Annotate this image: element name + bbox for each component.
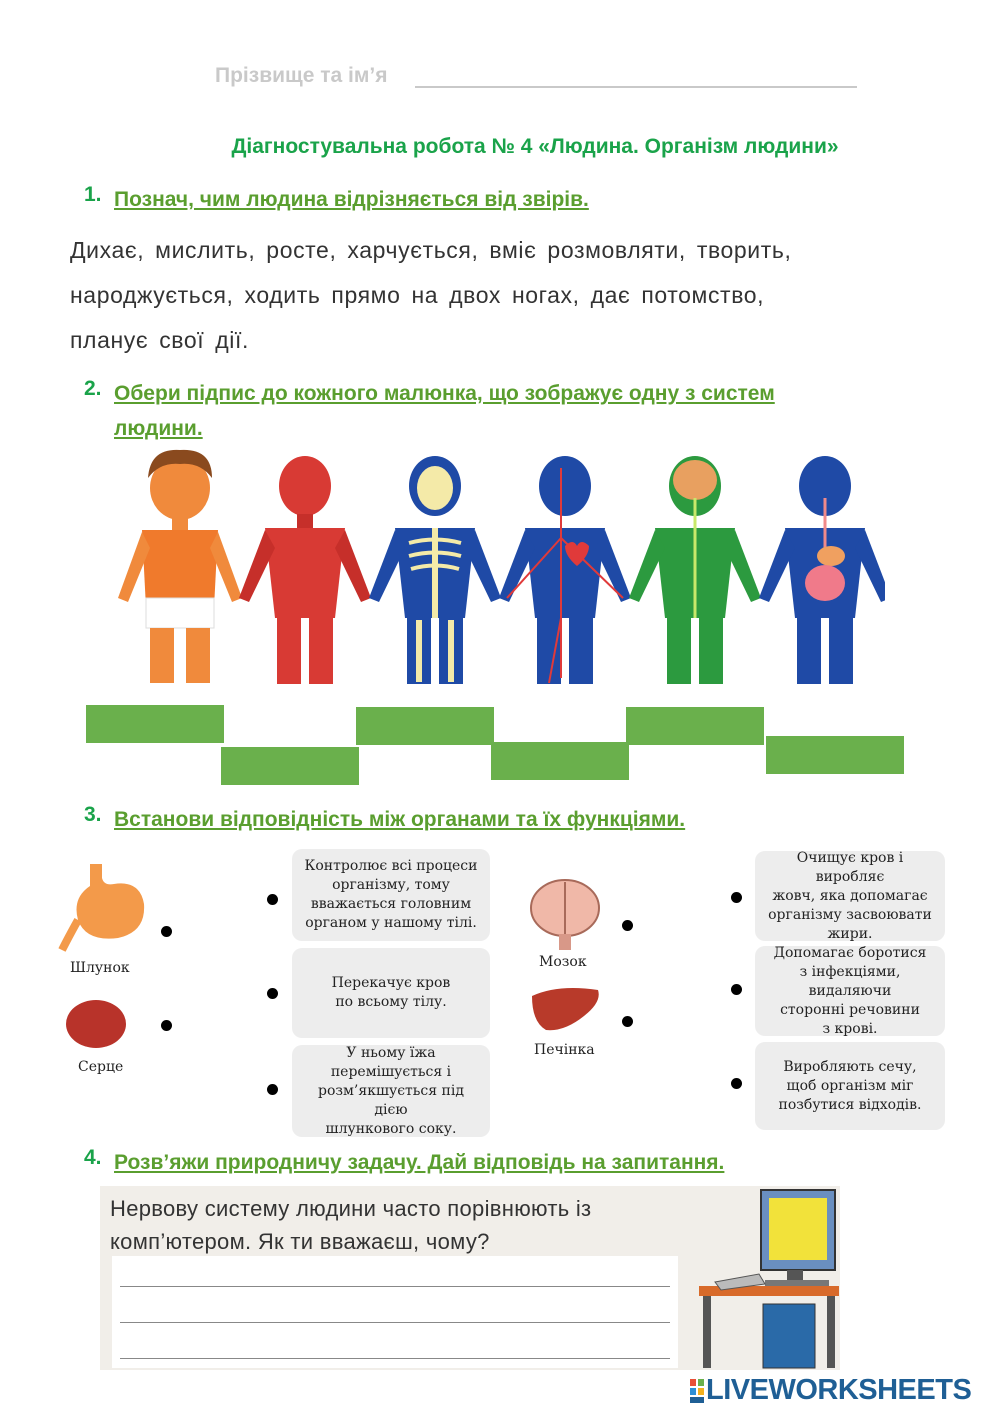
- organ-label-brain: Мозок: [539, 954, 587, 970]
- label-dropzone-4[interactable]: [491, 742, 629, 780]
- task-1-heading: [84, 183, 904, 217]
- organ-label-heart: Серце: [78, 1059, 124, 1075]
- label-dropzone-5[interactable]: [626, 707, 764, 745]
- organ-label-stomach: Шлунок: [70, 960, 130, 976]
- match-dot-liver[interactable]: [622, 1016, 633, 1027]
- worksheet-title: Діагностувальна робота № 4 «Людина. Організм людини»: [231, 135, 839, 158]
- answer-line: [120, 1286, 670, 1287]
- task-3-prompt: Встанови відповідність між органами та їх функціями.: [114, 808, 686, 831]
- word-list-line[interactable]: народжується, ходить прямо на двох ногах, дає потомство,: [70, 282, 765, 308]
- body-figure-skin: [118, 450, 242, 683]
- task-number: 3.: [84, 803, 102, 826]
- function-text-line: Допомагає боротися: [773, 944, 927, 961]
- function-text-line: Очищує кров і виробляє: [796, 849, 904, 885]
- task-number: 1.: [84, 183, 102, 206]
- function-text-line: організму, тому: [332, 877, 450, 893]
- task-4-heading: [84, 1146, 904, 1180]
- match-dot-function[interactable]: [731, 1078, 742, 1089]
- function-text-line: щоб організм міг: [786, 1077, 914, 1094]
- task-2-prompt-line1: Обери підпис до кожного малюнка, що зображує одну з систем: [114, 382, 775, 405]
- label-dropzone-1[interactable]: [86, 705, 224, 743]
- heart-icon: [62, 996, 132, 1052]
- task-1-word-list: [70, 228, 928, 363]
- circulatory-system-figure: [499, 456, 631, 684]
- muscular-system-figure: [239, 456, 371, 684]
- function-text-line: органом у нашому тілі.: [305, 915, 477, 931]
- organ-label-liver: Печінка: [534, 1042, 595, 1058]
- nervous-system-figure: [629, 456, 761, 684]
- function-text-line: позбутися відходів.: [778, 1096, 922, 1113]
- label-dropzone-3[interactable]: [356, 707, 494, 745]
- liveworksheets-logo-icon: [690, 1379, 704, 1403]
- function-text-line: Виробляють сечу,: [783, 1058, 917, 1075]
- question-line: Нервову систему людини часто порівнюють із: [110, 1196, 592, 1221]
- function-text-line: жири.: [827, 925, 873, 942]
- task-3-heading: [84, 803, 904, 837]
- answer-line: [120, 1322, 670, 1323]
- match-dot-function[interactable]: [267, 1084, 278, 1095]
- function-text-line: Контролює всі процеси: [304, 858, 478, 874]
- function-box-brain-control: [292, 849, 490, 941]
- function-box-immune: [755, 946, 945, 1036]
- stomach-icon: [58, 858, 158, 958]
- function-text-line: Перекачує кров: [331, 975, 451, 991]
- name-label: Прізвище та ім’я: [215, 64, 388, 87]
- match-dot-function[interactable]: [267, 894, 278, 905]
- function-text-line: У ньому їжа: [346, 1044, 436, 1061]
- question-line: комп’ютером. Як ти вважаєш, чому?: [110, 1229, 490, 1254]
- function-box-pump-blood: [292, 948, 490, 1038]
- computer-icon: [695, 1186, 845, 1371]
- function-text-line: вважається головним: [310, 896, 472, 912]
- name-input-line[interactable]: [415, 86, 857, 88]
- function-text-line: перемішується і: [330, 1063, 452, 1080]
- function-box-kidneys: [755, 1042, 945, 1130]
- match-dot-function[interactable]: [731, 984, 742, 995]
- function-text-line: з інфекціями, видаляючи: [799, 963, 901, 999]
- function-text-line: розм’якшується під дією: [318, 1082, 464, 1118]
- match-dot-heart[interactable]: [161, 1020, 172, 1031]
- task-number: 2.: [84, 377, 102, 400]
- label-dropzone-2[interactable]: [221, 747, 359, 785]
- word-list-line[interactable]: Дихає, мислить, росте, харчується, вміє розмовляти, творить,: [70, 237, 792, 263]
- match-dot-function[interactable]: [731, 892, 742, 903]
- body-systems-illustration: [110, 448, 885, 693]
- word-list-line[interactable]: планує свої дії.: [70, 327, 249, 353]
- task-2-prompt-line2: людини.: [114, 417, 203, 440]
- function-text-line: жовч, яка допомагає: [772, 887, 928, 904]
- label-dropzone-6[interactable]: [766, 736, 904, 774]
- answer-line: [120, 1358, 670, 1359]
- digestive-system-figure: [759, 456, 885, 684]
- function-text-line: по всьому тілу.: [335, 994, 447, 1010]
- match-dot-stomach[interactable]: [161, 926, 172, 937]
- function-text-line: організму засвоювати: [768, 906, 932, 923]
- task-4-question: [110, 1192, 591, 1258]
- body-systems-svg: [110, 448, 885, 693]
- brand-text: LIVEWORKSHEETS: [706, 1374, 972, 1406]
- task-number: 4.: [84, 1146, 102, 1169]
- liver-icon: [528, 982, 604, 1036]
- match-dot-function[interactable]: [267, 988, 278, 999]
- task-2-heading: [84, 377, 904, 447]
- answer-field[interactable]: [112, 1256, 678, 1368]
- function-text-line: з крові.: [822, 1020, 878, 1037]
- skeletal-system-figure: [369, 456, 501, 684]
- function-text-line: шлункового соку.: [325, 1120, 457, 1137]
- function-box-digest-food: [292, 1045, 490, 1137]
- function-text-line: сторонні речовини: [780, 1001, 920, 1018]
- brain-icon: [525, 876, 605, 956]
- function-box-liver: [755, 851, 945, 941]
- match-dot-brain[interactable]: [622, 920, 633, 931]
- task-4-prompt: Розв’яжи природничу задачу. Дай відповідь на запитання.: [114, 1151, 725, 1174]
- task-1-prompt: Познач, чим людина відрізняється від звірів.: [114, 188, 589, 211]
